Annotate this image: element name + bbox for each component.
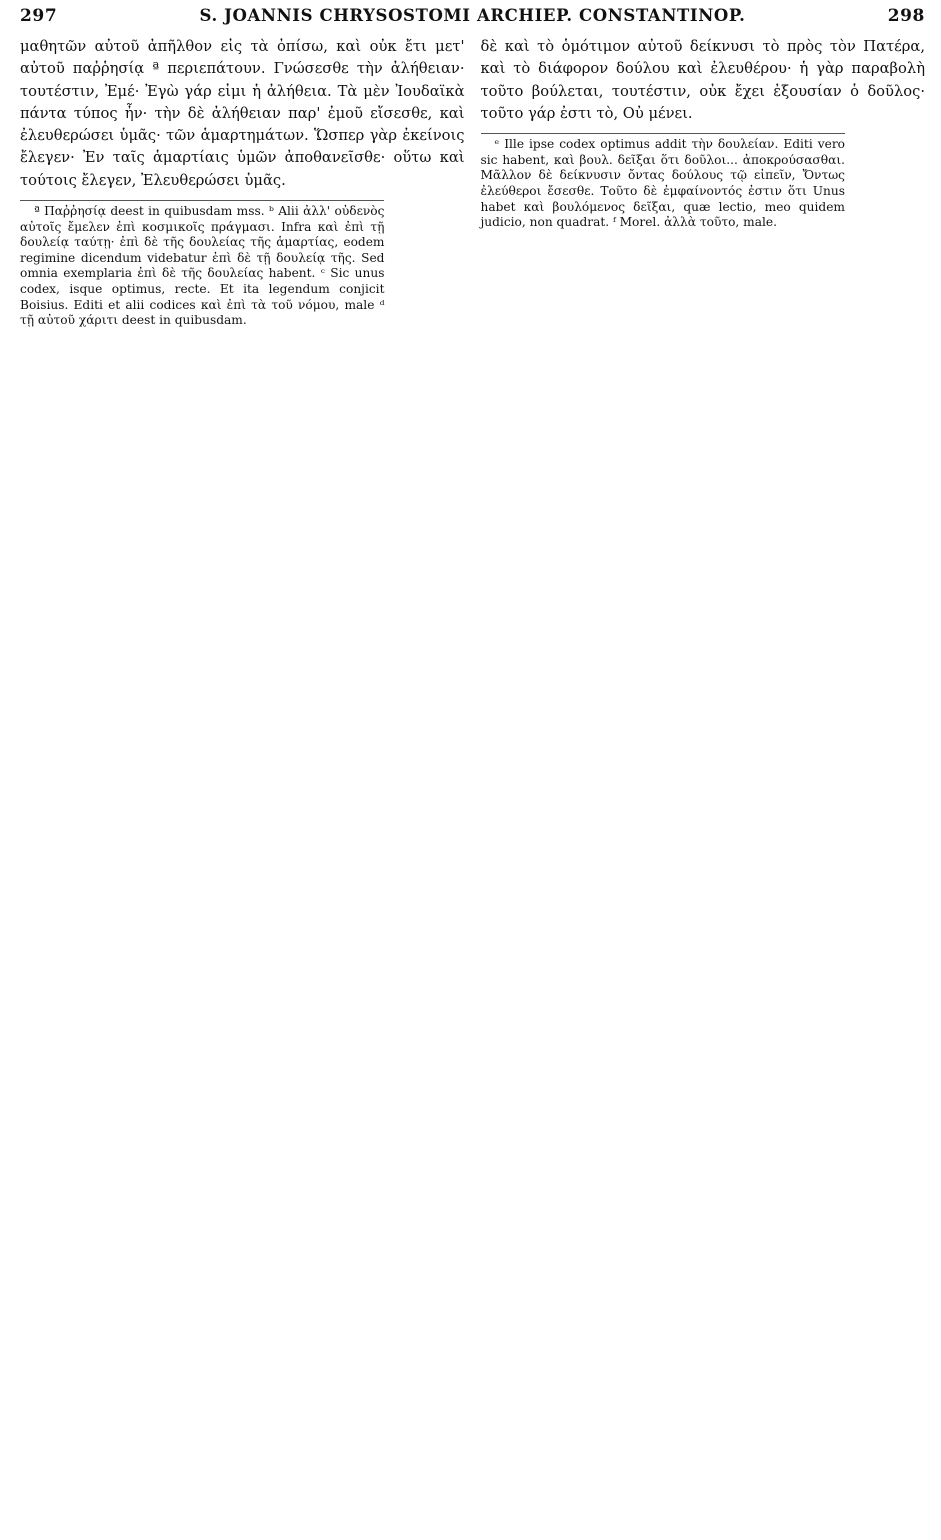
- right-footnotes: [481, 133, 845, 231]
- left-column: [20, 36, 465, 329]
- text-columns: [20, 36, 925, 329]
- running-header: [20, 6, 925, 36]
- left-footnotes: [20, 200, 384, 329]
- footnote: ᵉ Ille ipse codex optimus addit τὴν δουλείαν. Editi vero sic habent, καὶ βουλ. δεῖξαι ὅτι δοῦλοι... ἀποκρούσασθαι. Μᾶλλον δὲ δείκνυσιν ὄντας δούλους τῷ εἰπεῖν, Ὄντως ἐλεύθεροι ἔσεσθε. Τοῦτο δὲ ἐμφαίνοντός ἐστιν ὅτι Unus habet καὶ βουλόμενος δεῖξαι, quæ lectio, meo quidem judicio, non quadrat. ᶠ Morel. ἀλλὰ τοῦτο, male.: [480, 137, 845, 230]
- right-column: [481, 36, 926, 329]
- footnote: ª Παῤῥησίᾳ deest in quibusdam mss. ᵇ Alii ἀλλ' οὐδενὸς αὐτοῖς ἔμελεν ἐπὶ κοσμικοῖς πράγμασι. Infra καὶ ἐπὶ τῇ δουλείᾳ ταύτῃ· ἐπὶ δὲ τῆς δουλείας τῆς ἁμαρτίας, eodem regimine dicendum videbatur ἐπὶ δὲ τῇ δουλείᾳ τῆς. Sed omnia exemplaria ἐπὶ δὲ τῆς δουλείας habent. ᶜ Sic unus codex, isque optimus, recte. Et ita legendum conjicit Boisius. Editi et alii codices καὶ ἐπὶ τὰ τοῦ νόμου, male ᵈ τῇ αὐτοῦ χάριτι deest in quibusdam.: [20, 204, 385, 328]
- left-paragraph: μαθητῶν αὐτοῦ ἀπῆλθον εἰς τὰ ὀπίσω, καὶ οὐκ ἔτι μετ' αὐτοῦ παῤῥησίᾳ ª περιεπάτουν. Γνώσεσθε τὴν ἀλήθειαν· τουτέστιν, Ἐμέ· Ἐγὼ γάρ εἰμι ἡ ἀλήθεια. Τὰ μὲν Ἰουδαϊκὰ πάντα τύπος ἦν· τὴν δὲ ἀλήθειαν παρ' ἐμοῦ εἴσεσθε, καὶ ἐλευθερώσει ὑμᾶς· τῶν ἁμαρτημάτων. Ὥσπερ γὰρ ἐκείνοις ἔλεγεν· Ἐν ταῖς ἁμαρτίαις ὑμῶν ἀποθανεῖσθε· οὕτω καὶ τούτοις ἔλεγεν, Ἐλευθερώσει ὑμᾶς.: [20, 38, 465, 189]
- running-title: S. JOANNIS CHRYSOSTOMI ARCHIEP. CONSTANTINOP.: [199, 6, 746, 25]
- page-number-left: 297: [20, 6, 58, 26]
- right-paragraph: δὲ καὶ τὸ ὁμότιμον αὐτοῦ δείκνυσι τὸ πρὸς τὸν Πατέρα, καὶ τὸ διάφορον δούλου καὶ ἐλευθέρου· ἡ γὰρ παραβολὴ τοῦτο βούλεται, τουτέστιν, οὐκ ἔχει ἐξουσίαν ὁ δοῦλος· τοῦτο γάρ ἐστι τὸ, Οὐ μένει.: [480, 38, 925, 122]
- page-number-right: 298: [887, 6, 925, 26]
